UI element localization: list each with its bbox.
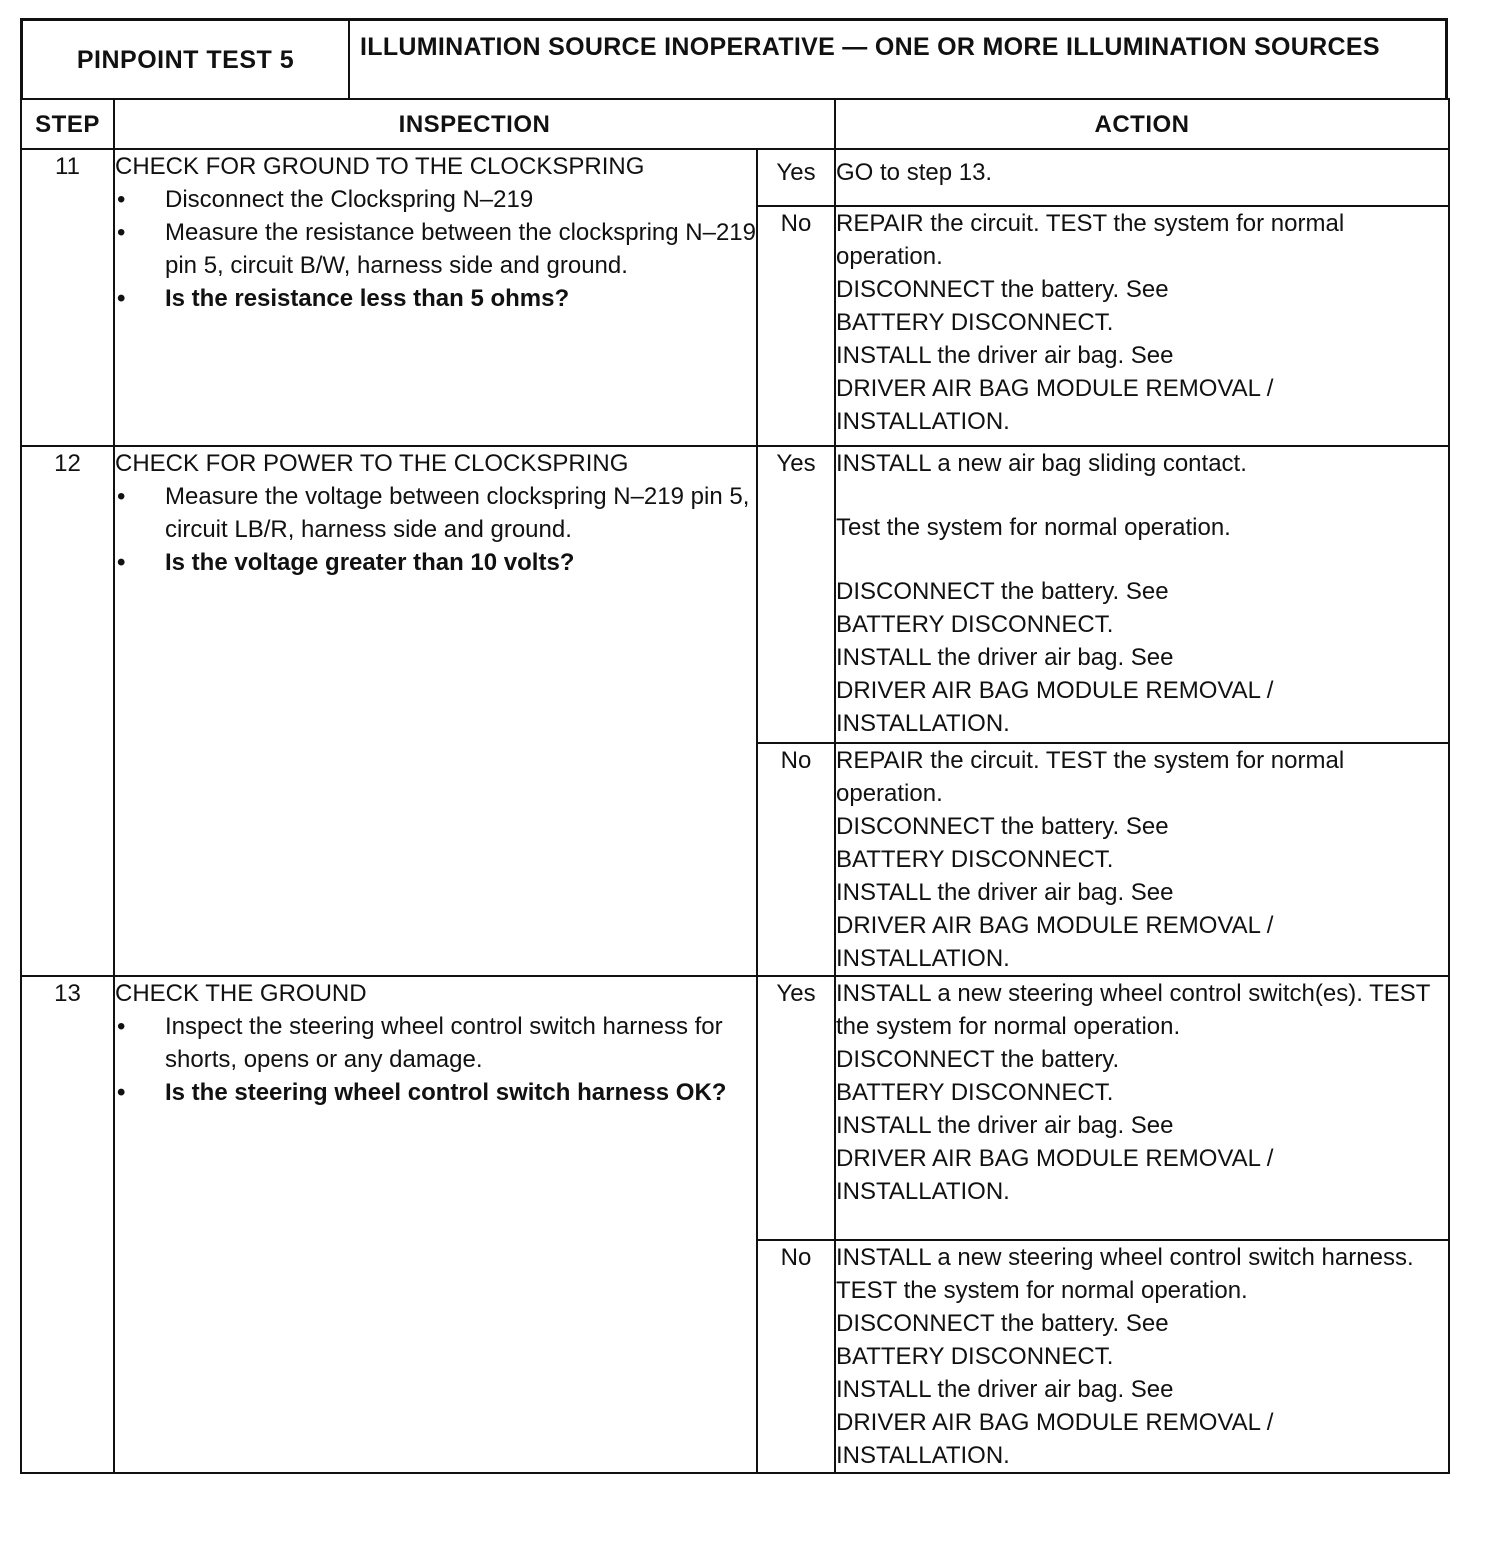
action-line: INSTALL the driver air bag. See: [836, 1376, 1174, 1403]
spacer: [836, 544, 1448, 575]
inspection-bullet: • Inspect the steering wheel control switch harness for shorts, opens or any damage.: [115, 1010, 756, 1076]
action-line: DISCONNECT the battery. See: [836, 1310, 1169, 1337]
no-label: No: [757, 743, 835, 976]
action-line: REPAIR the circuit. TEST the system for normal operation.: [836, 210, 1345, 270]
action-line: GO to step 13.: [836, 159, 993, 186]
action-line: REPAIR the circuit. TEST the system for normal operation.: [836, 747, 1345, 807]
column-header-step: STEP: [21, 99, 114, 149]
step-inspection: [114, 446, 757, 976]
yes-label: Yes: [757, 149, 835, 206]
yes-label: Yes: [757, 446, 835, 743]
action-line: DISCONNECT the battery. See: [836, 813, 1169, 840]
inspection-title: CHECK FOR GROUND TO THE CLOCKSPRING: [115, 153, 645, 180]
action-line: DISCONNECT the battery. See: [836, 578, 1169, 605]
inspection-bullets: [115, 1010, 756, 1109]
action-line: INSTALLATION.: [836, 408, 1010, 435]
action-line: BATTERY DISCONNECT.: [836, 611, 1114, 638]
inspection-bullets: [115, 480, 756, 579]
action-line: BATTERY DISCONNECT.: [836, 846, 1114, 873]
action-line: INSTALL the driver air bag. See: [836, 1112, 1174, 1139]
column-header-row: [21, 99, 1449, 149]
action-line: INSTALL a new steering wheel control switch harness. TEST the system for normal operation.: [836, 1244, 1414, 1304]
test-label: PINPOINT TEST 5: [23, 21, 350, 100]
spacer: [836, 480, 1448, 511]
step-inspection: [114, 976, 757, 1473]
inspection-question: • Is the resistance less than 5 ohms?: [115, 282, 756, 315]
inspection-bullet: • Measure the resistance between the clockspring N–219 pin 5, circuit B/W, harness side and ground.: [115, 216, 756, 282]
action-line: INSTALL the driver air bag. See: [836, 879, 1174, 906]
action-line: BATTERY DISCONNECT.: [836, 309, 1114, 336]
step-inspection: [114, 149, 757, 446]
yes-action: [835, 976, 1449, 1240]
inspection-question: • Is the steering wheel control switch harness OK?: [115, 1076, 756, 1109]
action-line: INSTALL a new steering wheel control switch(es). TEST the system for normal operation.: [836, 980, 1431, 1040]
step-13-yes-row: [21, 976, 1449, 1240]
no-action: [835, 743, 1449, 976]
action-line: INSTALLATION.: [836, 945, 1010, 972]
action-line: Test the system for normal operation.: [836, 514, 1231, 541]
no-action: [835, 1240, 1449, 1473]
yes-label: Yes: [757, 976, 835, 1240]
inspection-bullet: • Disconnect the Clockspring N–219: [115, 183, 756, 216]
inspection-bullets: [115, 183, 756, 315]
action-line: DISCONNECT the battery.: [836, 1046, 1120, 1073]
action-line: INSTALL a new air bag sliding contact.: [836, 450, 1247, 477]
step-number: 11: [21, 149, 114, 446]
action-line: INSTALLATION.: [836, 1178, 1010, 1205]
step-12-yes-row: [21, 446, 1449, 743]
action-line: INSTALLATION.: [836, 1442, 1010, 1469]
action-line: BATTERY DISCONNECT.: [836, 1343, 1114, 1370]
action-line: DRIVER AIR BAG MODULE REMOVAL /: [836, 375, 1274, 402]
inspection-question: • Is the voltage greater than 10 volts?: [115, 546, 756, 579]
action-line: DRIVER AIR BAG MODULE REMOVAL /: [836, 1145, 1274, 1172]
no-label: No: [757, 1240, 835, 1473]
action-line: INSTALLATION.: [836, 710, 1010, 737]
test-title: ILLUMINATION SOURCE INOPERATIVE — ONE OR MORE ILLUMINATION SOURCES: [360, 33, 1380, 61]
action-line: INSTALL the driver air bag. See: [836, 342, 1174, 369]
yes-action: [835, 446, 1449, 743]
action-line: DRIVER AIR BAG MODULE REMOVAL /: [836, 912, 1274, 939]
inspection-bullet: • Measure the voltage between clockspring N–219 pin 5, circuit LB/R, harness side and ground.: [115, 480, 756, 546]
column-header-action: ACTION: [835, 99, 1449, 149]
action-line: DRIVER AIR BAG MODULE REMOVAL /: [836, 677, 1274, 704]
no-label: No: [757, 206, 835, 446]
inspection-title: CHECK FOR POWER TO THE CLOCKSPRING: [115, 450, 629, 477]
step-number: 13: [21, 976, 114, 1473]
action-line: BATTERY DISCONNECT.: [836, 1079, 1114, 1106]
action-line: INSTALL the driver air bag. See: [836, 644, 1174, 671]
pinpoint-test-table: [20, 98, 1450, 1474]
action-line: DISCONNECT the battery. See: [836, 276, 1169, 303]
no-action: [835, 206, 1449, 446]
step-11-yes-row: [21, 149, 1449, 206]
step-number: 12: [21, 446, 114, 976]
action-line: DRIVER AIR BAG MODULE REMOVAL /: [836, 1409, 1274, 1436]
inspection-title: CHECK THE GROUND: [115, 980, 367, 1007]
yes-action: [835, 149, 1449, 206]
column-header-inspection: INSPECTION: [114, 99, 835, 149]
pinpoint-test-header: [20, 18, 1448, 100]
